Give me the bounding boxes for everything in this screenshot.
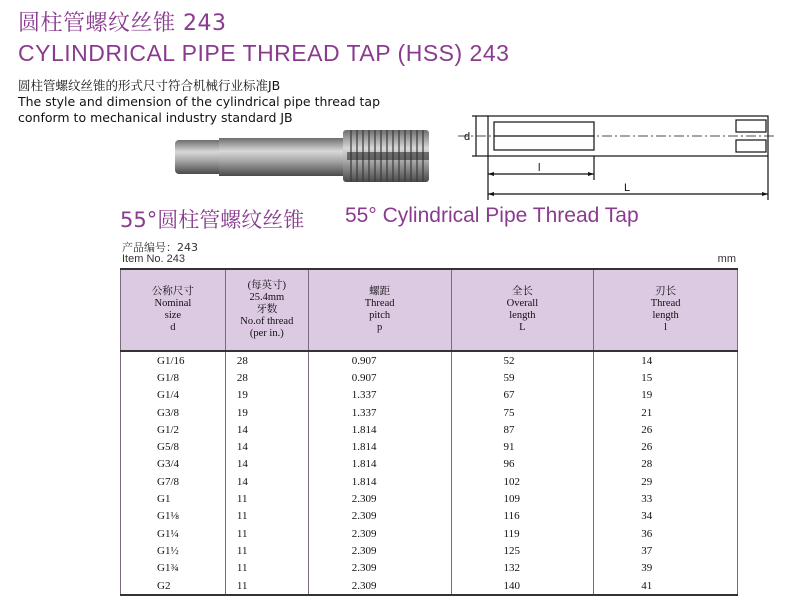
header-thread-length: 刃长 Thread length l xyxy=(594,269,738,351)
label-l: l xyxy=(538,162,541,174)
table-row: G1/16 28 0.907 52 14 xyxy=(121,351,738,369)
label-d: d xyxy=(464,131,471,143)
table-row: G1/8 28 0.907 59 15 xyxy=(121,369,738,386)
table-row: G1/4 19 1.337 67 19 xyxy=(121,387,738,404)
page-title-cn: 圆柱管螺纹丝锥 243 xyxy=(18,11,227,36)
unit-label: mm xyxy=(717,253,736,265)
header-threads-per-inch: (每英寸) 25.4mm 牙数 No.of thread (per in.) xyxy=(225,269,308,351)
header-nominal-size: 公称尺寸 Nominal size d xyxy=(121,269,226,351)
tap-photo xyxy=(175,128,435,186)
page-title-en: CYLINDRICAL PIPE THREAD TAP (HSS) 243 xyxy=(18,40,510,66)
table-row: G1¾ 11 2.309 132 39 xyxy=(121,560,738,577)
subtitle-en: 55° Cylindrical Pipe Thread Tap xyxy=(345,204,639,227)
tap-technical-drawing xyxy=(458,100,778,210)
table-row: G1¼ 11 2.309 119 36 xyxy=(121,525,738,542)
table-row: G1½ 11 2.309 125 37 xyxy=(121,542,738,559)
table-header-row xyxy=(121,269,738,351)
table-row: G3/4 14 1.814 96 28 xyxy=(121,456,738,473)
table-row: G3/8 19 1.337 75 21 xyxy=(121,404,738,421)
table-row: G2 11 2.309 140 41 xyxy=(121,577,738,595)
description-cn: 圆柱管螺纹丝锥的形式尺寸符合机械行业标准JB xyxy=(18,78,281,93)
spec-table xyxy=(120,268,738,596)
table-row: G5/8 14 1.814 91 26 xyxy=(121,438,738,455)
table-row: G1 11 2.309 109 33 xyxy=(121,490,738,507)
item-number-cn: 产品编号：243 xyxy=(122,241,198,254)
subtitle-cn: 55°圆柱管螺纹丝锥 xyxy=(120,208,305,232)
item-number-en: Item No. 243 xyxy=(122,253,185,265)
description-en-line2: conform to mechanical industry standard JB xyxy=(18,110,293,125)
table-row: G1/2 14 1.814 87 26 xyxy=(121,421,738,438)
table-row: G1⅛ 11 2.309 116 34 xyxy=(121,508,738,525)
description xyxy=(18,78,380,126)
header-thread-pitch: 螺距 Thread pitch p xyxy=(308,269,451,351)
header-overall-length: 全长 Overall length L xyxy=(451,269,594,351)
label-L: L xyxy=(624,182,631,194)
table-row: G7/8 14 1.814 102 29 xyxy=(121,473,738,490)
description-en-line1: The style and dimension of the cylindrical pipe thread tap xyxy=(18,94,381,109)
